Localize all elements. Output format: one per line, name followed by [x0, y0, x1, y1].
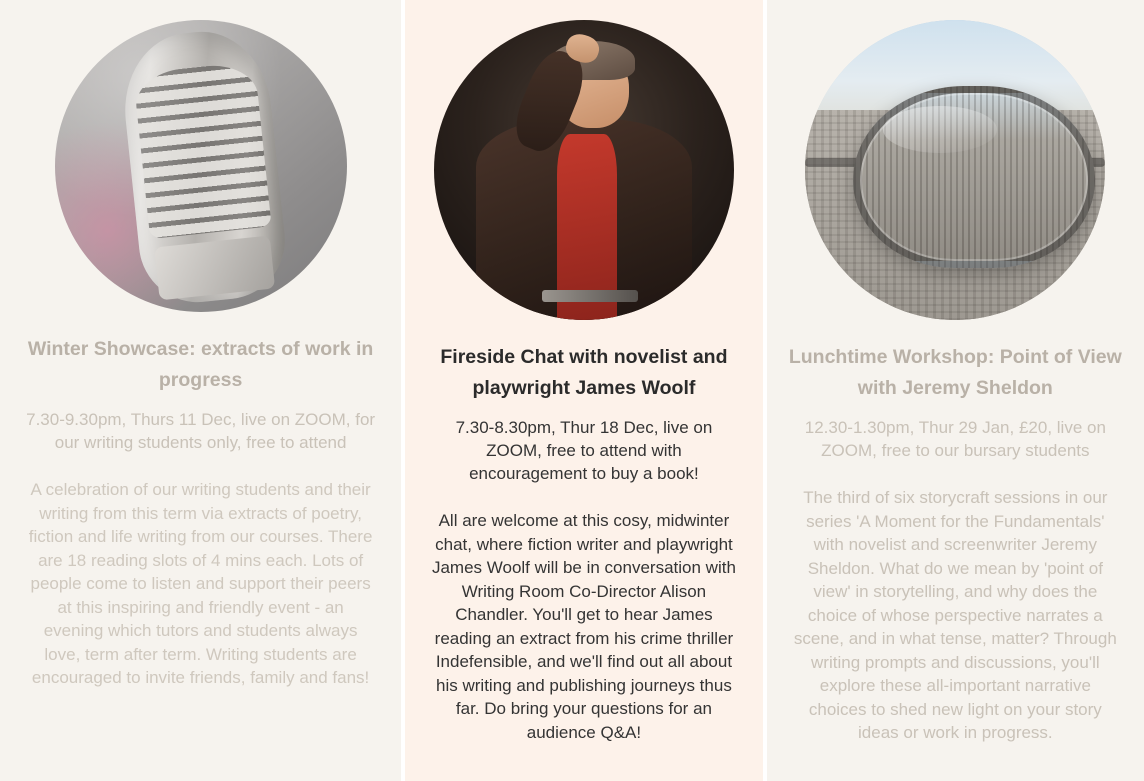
microphone-photo: [55, 20, 347, 312]
event-details: 7.30-9.30pm, Thurs 11 Dec, live on ZOOM, for our writing students only, free to attend: [26, 410, 376, 452]
event-description: A celebration of our writing students and their writing from this term via extracts of poetry, fiction and life writing from our courses. There are 18 reading slots of 4 mins each. Lots of people come to listen and support their peers at this inspiring and friendly event - an evening which tutors and students always love, term after term. Writing students are encouraged to invite friends, family and fans!: [28, 480, 373, 687]
glasses-arm-left-shape: [805, 158, 859, 167]
city-through-glasses-image: [805, 20, 1105, 320]
portrait-microphone-shape: [542, 290, 638, 302]
event-card-lunchtime-workshop: [767, 0, 1144, 781]
event-description: The third of six storycraft sessions in our series 'A Moment for the Fundamentals' with novelist and screenwriter Jeremy Sheldon. What do we mean by 'point of view' in storytelling, and why does the choice of whose perspective narrates a scene, and in what tense, matter? Through writing prompts and discussions, you'll explore these all-important narrative choices to shed new light on your story ideas or work in progress.: [793, 488, 1117, 742]
event-image-wrapper: [429, 0, 739, 320]
event-card-fireside-chat: [405, 0, 763, 781]
event-card-winter-showcase: [0, 0, 401, 781]
event-image-wrapper: [789, 0, 1122, 320]
event-details: 12.30-1.30pm, Thur 29 Jan, £20, live on ZOOM, free to our bursary students: [804, 418, 1106, 460]
microphone-grille-shape: [132, 61, 271, 239]
event-image-wrapper: [26, 0, 375, 312]
event-title: Fireside Chat with novelist and playwright James Woolf: [440, 346, 728, 399]
event-title: Lunchtime Workshop: Point of View with Jeremy Sheldon: [788, 346, 1122, 399]
speaker-portrait-photo: [434, 20, 734, 320]
glasses-lens-shape: [853, 86, 1095, 268]
event-title: Winter Showcase: extracts of work in progress: [27, 338, 374, 391]
microphone-body-shape: [117, 25, 290, 307]
microphone-base-shape: [153, 235, 275, 301]
speaker-portrait-image: [434, 20, 734, 320]
event-description: All are welcome at this cosy, midwinter chat, where fiction writer and playwright James Woolf will be in conversation with Writing Room Co-Director Alison Chandler. You'll get to hear James reading an extract from his crime thriller Indefensible, and we'll find out all about his writing and publishing journeys thus far. Do bring your questions for an audience Q&A!: [431, 511, 736, 742]
microphone-image: [55, 20, 347, 312]
city-skyline-photo: [805, 20, 1105, 320]
event-details: 7.30-8.30pm, Thur 18 Dec, live on ZOOM, free to attend with encouragement to buy a book!: [455, 418, 713, 483]
lens-glare-shape: [883, 106, 997, 153]
